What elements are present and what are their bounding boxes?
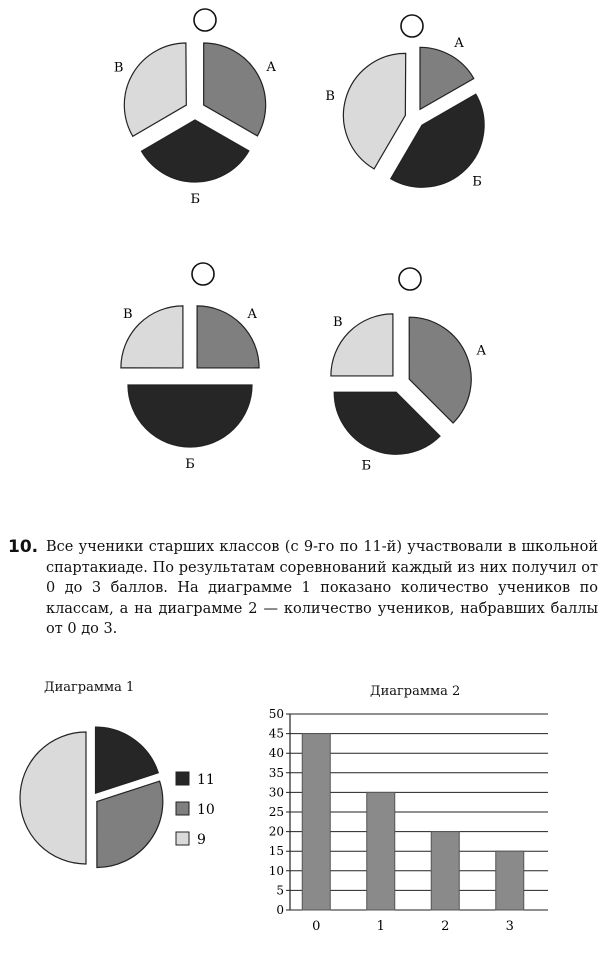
- option-2-label-Б: Б: [472, 174, 482, 190]
- option-4-slice-Б: [334, 392, 440, 454]
- option-3-label-А: А: [247, 306, 258, 322]
- option-1-slice-Б: [142, 120, 249, 182]
- legend-label-9: 9: [197, 832, 206, 848]
- legend-label-10: 10: [197, 802, 215, 818]
- x-tick-3: 3: [505, 919, 514, 934]
- option-3-label-Б: Б: [185, 457, 195, 472]
- option-4-label-В: В: [333, 314, 343, 330]
- bar-0: [302, 734, 330, 910]
- diagram1-slice-9: [20, 732, 86, 864]
- option-3-label-В: В: [123, 306, 133, 322]
- y-tick-40: 40: [268, 746, 284, 761]
- x-tick-1: 1: [376, 919, 385, 934]
- diagram-1-pie: [0, 700, 240, 900]
- y-tick-10: 10: [268, 863, 284, 878]
- y-tick-50: 50: [268, 707, 284, 721]
- diagram1-slice-11: [96, 727, 159, 793]
- answer-checkbox-1[interactable]: [194, 9, 216, 31]
- answer-checkbox-2[interactable]: [401, 15, 423, 37]
- x-tick-0: 0: [312, 919, 321, 934]
- bar-chart-title: Диаграмма 2: [370, 684, 461, 699]
- option-1-label-В: В: [113, 60, 124, 76]
- y-tick-45: 45: [268, 726, 284, 741]
- y-tick-30: 30: [268, 785, 284, 800]
- legend-swatch-11: [176, 772, 189, 785]
- diagram1-slice-10: [97, 781, 163, 867]
- legend-label-11: 11: [197, 772, 215, 788]
- diagram-2-bar: [255, 700, 575, 940]
- pie-chart-title: Диаграмма 1: [44, 680, 135, 695]
- answer-checkbox-4[interactable]: [399, 268, 421, 290]
- y-tick-25: 25: [268, 805, 284, 819]
- y-tick-20: 20: [268, 824, 284, 839]
- option-2-slice-В: [343, 53, 405, 169]
- x-tick-2: 2: [441, 919, 450, 934]
- y-tick-5: 5: [276, 883, 284, 898]
- answer-checkbox-3[interactable]: [192, 263, 214, 285]
- legend-swatch-9: [176, 832, 189, 845]
- legend-swatch-10: [176, 802, 189, 815]
- option-3-slice-Б: [128, 385, 252, 447]
- option-1-label-А: А: [266, 59, 277, 75]
- y-tick-0: 0: [276, 903, 284, 917]
- option-1-label-Б: Б: [190, 192, 201, 207]
- task-text: Все ученики старших классов (с 9-го по 11-й) участвовали в школьной спартакиаде. По результатам соревнований каждый из них получил от 0 до 3 баллов. На диаграмме 1 показано количество учеников по классам, а на диаграмме 2 — количество учеников, набравших баллы от 0 до 3.: [46, 539, 598, 637]
- y-tick-15: 15: [268, 844, 284, 859]
- option-2-label-В: В: [325, 88, 335, 104]
- bar-1: [367, 792, 395, 910]
- option-1-slice-А: [204, 43, 266, 136]
- option-4-label-А: А: [476, 343, 487, 359]
- option-1-slice-В: [124, 43, 186, 136]
- option-4-slice-А: [409, 317, 471, 423]
- bar-3: [496, 851, 524, 910]
- bar-2: [431, 832, 459, 910]
- y-tick-35: 35: [268, 765, 284, 780]
- option-4-label-Б: Б: [361, 458, 372, 474]
- task-number: 10.: [8, 537, 39, 557]
- option-2-label-А: А: [454, 35, 465, 51]
